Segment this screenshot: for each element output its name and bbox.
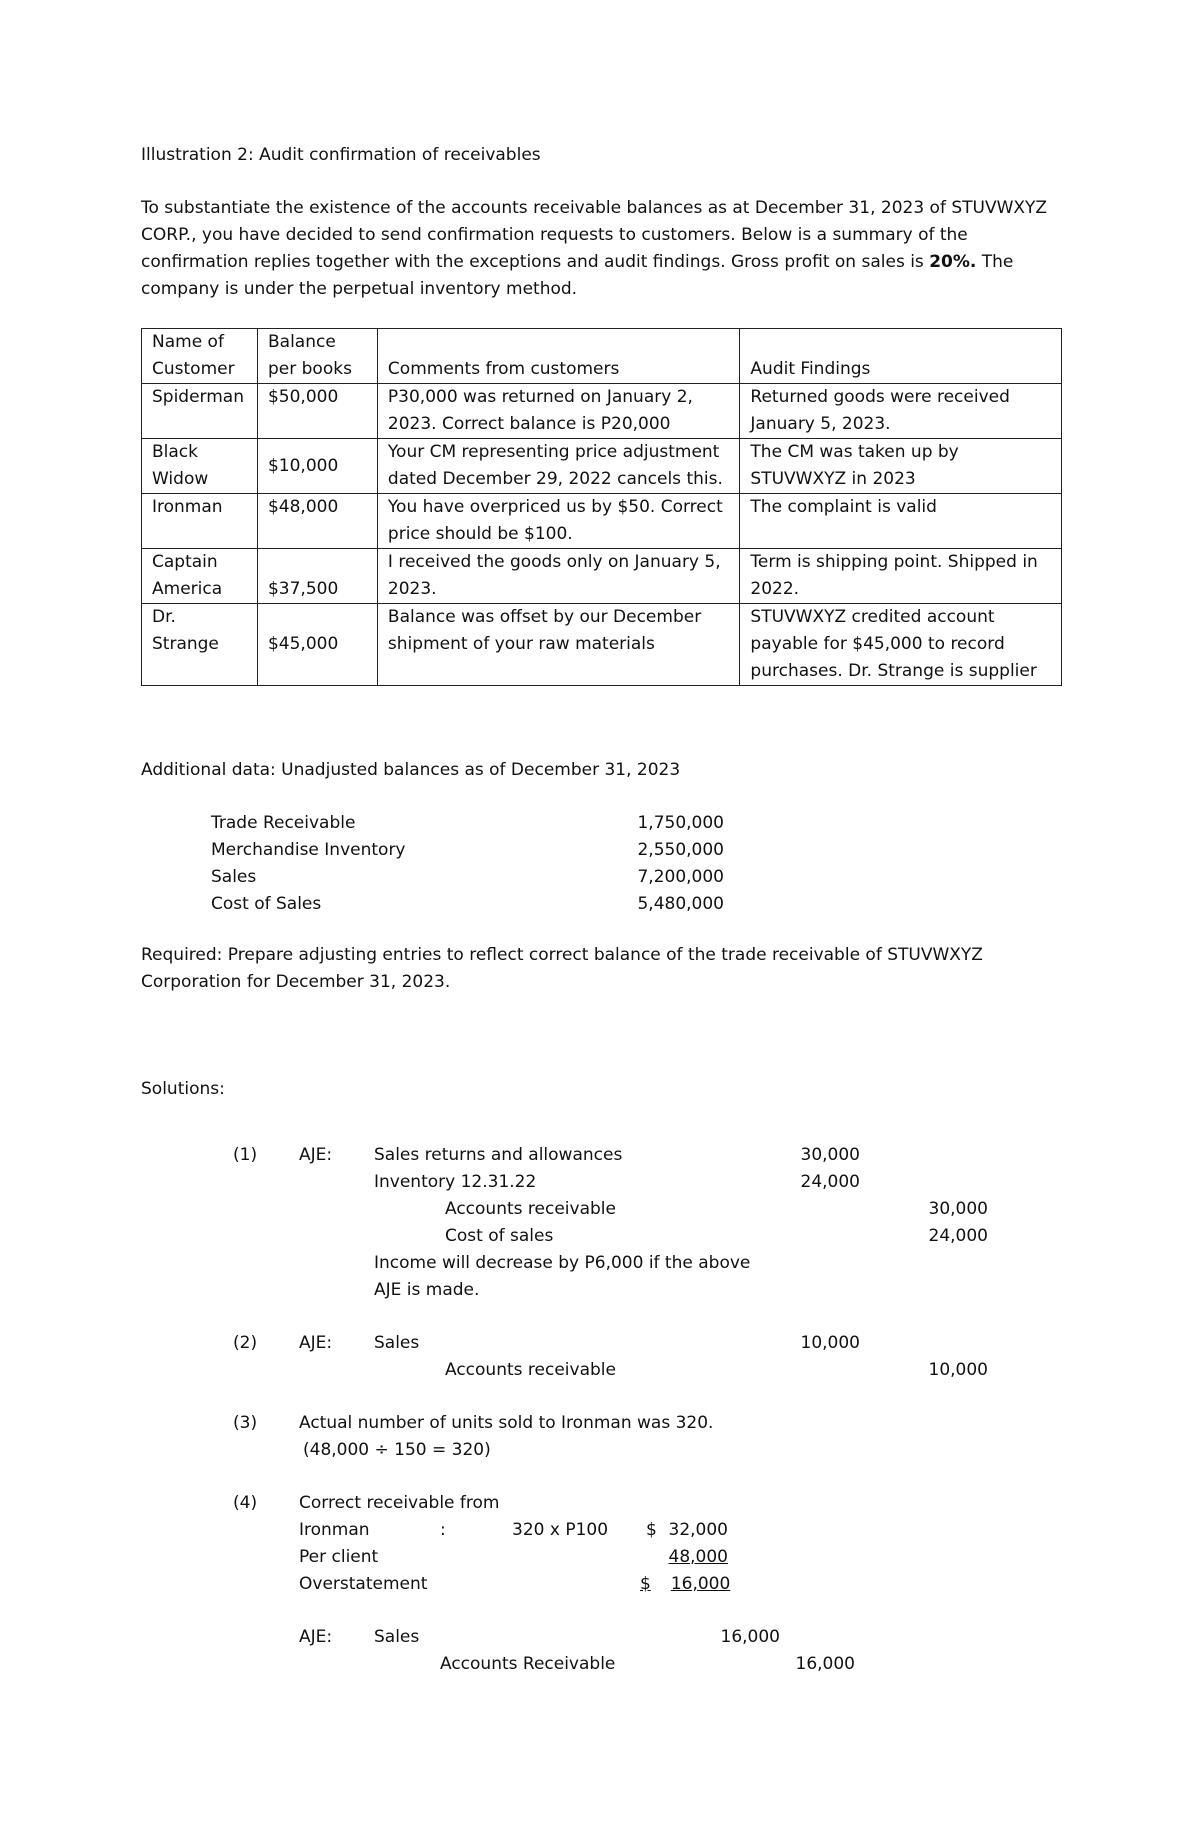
required-text: Required: Prepare adjusting entries to reflect correct balance of the trade receivable of STUVWXYZ Corporation for December 31, 2023. bbox=[141, 945, 983, 992]
additional-value: 7,200,000 bbox=[637, 867, 724, 887]
cell-name: Ironman bbox=[142, 494, 258, 549]
sol4-ironman: Ironman bbox=[299, 1520, 370, 1540]
sol1-line2: Inventory 12.31.22 bbox=[374, 1172, 537, 1192]
illustration-title: Illustration 2: Audit confirmation of receivables bbox=[141, 145, 541, 165]
sol2-debit1: 10,000 bbox=[800, 1333, 860, 1353]
sol1-note1: Income will decrease by P6,000 if the above bbox=[374, 1253, 751, 1273]
table-row bbox=[142, 439, 1062, 494]
cell-balance: $50,000 bbox=[257, 384, 377, 439]
additional-value: 1,750,000 bbox=[637, 813, 724, 833]
sol1-credit3: 30,000 bbox=[928, 1199, 988, 1219]
header-balance: Balance per books bbox=[257, 329, 377, 384]
sol4-debit1: 16,000 bbox=[720, 1627, 780, 1647]
intro-text-2: The company is under the perpetual inventory method. bbox=[141, 252, 1014, 299]
cell-name: Dr. Strange bbox=[142, 604, 258, 686]
cell-name: Spiderman bbox=[142, 384, 258, 439]
sol4-credit1: 16,000 bbox=[795, 1654, 855, 1674]
sol3-number: (3) bbox=[233, 1413, 258, 1433]
sol4-aje: AJE: bbox=[299, 1627, 333, 1647]
cell-name: Captain America bbox=[142, 549, 258, 604]
sol4-calc: 320 x P100 bbox=[512, 1520, 609, 1540]
sol4-overstatement-amount: $ 16,000 bbox=[640, 1574, 731, 1594]
cell-balance: $37,500 bbox=[257, 549, 377, 604]
cell-comment: I received the goods only on January 5, 2023. bbox=[377, 549, 740, 604]
sol2-line1: Sales bbox=[374, 1333, 420, 1353]
confirmation-table bbox=[141, 328, 1062, 686]
header-name: Name of Customer bbox=[142, 329, 258, 384]
cell-finding: Returned goods were received January 5, 2023. bbox=[740, 384, 1062, 439]
sol2-number: (2) bbox=[233, 1333, 258, 1353]
gross-profit-rate: 20%. bbox=[929, 252, 977, 272]
additional-label: Merchandise Inventory bbox=[211, 840, 406, 860]
sol1-number: (1) bbox=[233, 1145, 258, 1165]
additional-value: 2,550,000 bbox=[637, 840, 724, 860]
sol2-credit2: 10,000 bbox=[928, 1360, 988, 1380]
cell-finding: Term is shipping point. Shipped in 2022. bbox=[740, 549, 1062, 604]
additional-label: Trade Receivable bbox=[211, 813, 356, 833]
header-findings: Audit Findings bbox=[740, 329, 1062, 384]
table-row bbox=[142, 494, 1062, 549]
sol4-sales: Sales bbox=[374, 1627, 420, 1647]
table-row bbox=[142, 384, 1062, 439]
sol4-overstatement: Overstatement bbox=[299, 1574, 428, 1594]
sol3-line1: Actual number of units sold to Ironman was 320. bbox=[299, 1413, 714, 1433]
sol2-line2: Accounts receivable bbox=[445, 1360, 616, 1380]
sol1-line3: Accounts receivable bbox=[445, 1199, 616, 1219]
sol1-note2: AJE is made. bbox=[374, 1280, 480, 1300]
cell-comment: Balance was offset by our December shipment of your raw materials bbox=[377, 604, 740, 686]
header-comments: Comments from customers bbox=[377, 329, 740, 384]
cell-finding: The complaint is valid bbox=[740, 494, 1062, 549]
additional-value: 5,480,000 bbox=[637, 894, 724, 914]
cell-balance: $10,000 bbox=[257, 439, 377, 494]
sol1-line4: Cost of sales bbox=[445, 1226, 554, 1246]
cell-balance: $45,000 bbox=[257, 604, 377, 686]
sol1-debit2: 24,000 bbox=[800, 1172, 860, 1192]
cell-balance: $48,000 bbox=[257, 494, 377, 549]
sol1-line1: Sales returns and allowances bbox=[374, 1145, 623, 1165]
sol4-number: (4) bbox=[233, 1493, 258, 1513]
sol4-value1: 32,000 bbox=[668, 1520, 728, 1540]
sol4-currency1: $ bbox=[646, 1520, 657, 1540]
sol4-value2: 48,000 bbox=[668, 1547, 728, 1567]
intro-paragraph bbox=[141, 195, 1071, 303]
sol4-line1: Correct receivable from bbox=[299, 1493, 500, 1513]
table-header-row bbox=[142, 329, 1062, 384]
sol4-accounts-receivable: Accounts Receivable bbox=[440, 1654, 616, 1674]
sol1-credit4: 24,000 bbox=[928, 1226, 988, 1246]
additional-label: Cost of Sales bbox=[211, 894, 322, 914]
table-row bbox=[142, 549, 1062, 604]
cell-comment: P30,000 was returned on January 2, 2023. Correct balance is P20,000 bbox=[377, 384, 740, 439]
sol2-aje: AJE: bbox=[299, 1333, 333, 1353]
cell-name: Black Widow bbox=[142, 439, 258, 494]
cell-finding: The CM was taken up by STUVWXYZ in 2023 bbox=[740, 439, 1062, 494]
sol4-per-client: Per client bbox=[299, 1547, 379, 1567]
sol4-colon: : bbox=[440, 1520, 446, 1540]
cell-comment: You have overpriced us by $50. Correct price should be $100. bbox=[377, 494, 740, 549]
cell-comment: Your CM representing price adjustment dated December 29, 2022 cancels this. bbox=[377, 439, 740, 494]
additional-heading: Additional data: Unadjusted balances as of December 31, 2023 bbox=[141, 760, 681, 780]
cell-finding: STUVWXYZ credited account payable for $45,000 to record purchases. Dr. Strange is supplier bbox=[740, 604, 1062, 686]
sol1-debit1: 30,000 bbox=[800, 1145, 860, 1165]
intro-text: To substantiate the existence of the accounts receivable balances as at December 31, 2023 of STUVWXYZ CORP., you have decided to send confirmation requests to customers. Below is a summary of the confirmation replies together with the exceptions and audit findings. Gross profit on sales is bbox=[141, 198, 1048, 272]
sol3-line2: (48,000 ÷ 150 = 320) bbox=[303, 1440, 491, 1460]
additional-label: Sales bbox=[211, 867, 257, 887]
table-row bbox=[142, 604, 1062, 686]
sol1-aje: AJE: bbox=[299, 1145, 333, 1165]
solutions-heading: Solutions: bbox=[141, 1079, 225, 1099]
